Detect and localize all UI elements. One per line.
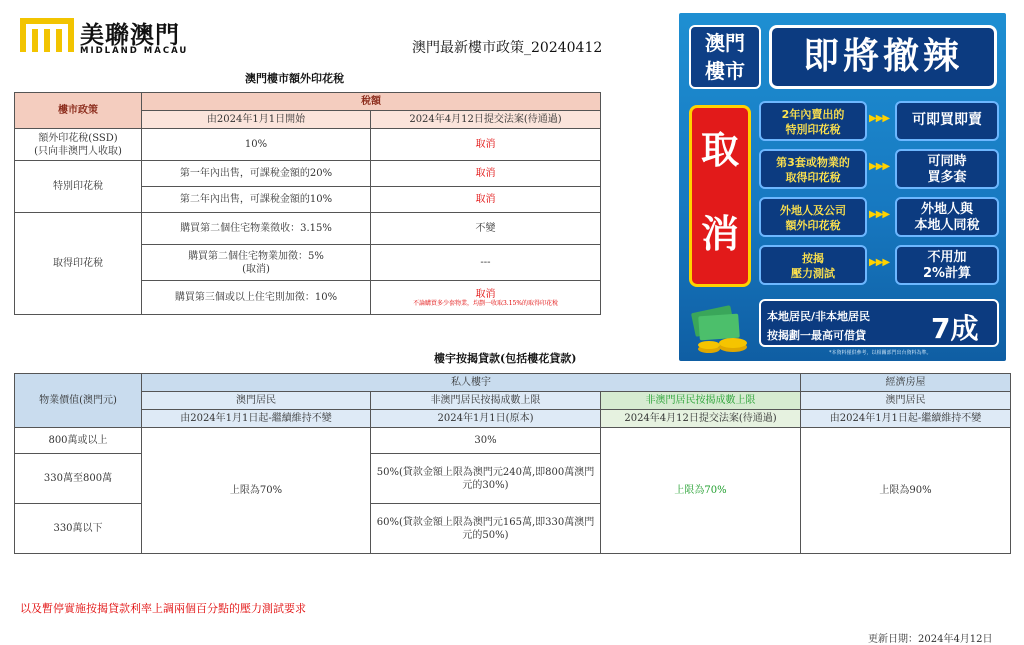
poster-row [759,101,999,141]
acq-1-bill: 不變 [371,213,601,245]
poster-footnote: *本資料僅供參考，以相關部門出台資料為準。 [829,350,932,356]
sub-non-resident-new: 2024年4月12日提交法案(待通過) [601,410,801,428]
poster-row-right: 可同時 買多套 [895,149,999,189]
header-macau-resident: 澳門居民 [142,392,371,410]
range-below-330: 330萬以下 [15,504,142,554]
macau-resident-cap: 上限為70% [142,428,371,554]
poster-cancel: 取 消 [689,105,751,287]
poster-row-right: 外地人與 本地人同稅 [895,197,999,237]
sub-non-resident: 2024年1月1日(原本) [371,410,601,428]
poster-row [759,197,999,237]
ssd-name: 額外印花稅(SSD) (只向非澳門人收取) [15,129,142,161]
arrow-right-icon: ▶▶▶ [869,257,890,268]
acq-3-bill-cell [371,281,601,315]
acq-2-bill: --- [371,245,601,281]
poster-row-left: 2年內賣出的 特別印花稅 [759,101,867,141]
stress-test-note: 以及暫停實施按揭貸款利率上調兩個百分點的壓力測試要求 [20,602,306,615]
mortgage-table [14,373,1011,554]
logo-chinese: 美聯澳門 [80,21,180,49]
acq-2-from: 購買第二個住宅物業加徵：5% (取消) [142,245,371,281]
acq-1-from: 購買第二個住宅物業徵收：3.15% [142,213,371,245]
poster-macau-market: 澳門 樓市 [689,25,761,89]
special-1-from: 第一年內出售，可課稅金額的20% [142,161,371,187]
sub-macau-resident: 由2024年1月1日起-繼續維持不變 [142,410,371,428]
poster-bottom-box [759,299,999,347]
poster-row [759,245,999,285]
poster-row-left: 外地人及公司 額外印花稅 [759,197,867,237]
header-tax: 稅額 [142,93,601,111]
special-1-bill: 取消 [371,161,601,187]
arrow-right-icon: ▶▶▶ [869,161,890,172]
money-coins-icon [689,303,753,355]
ssd-bill: 取消 [371,129,601,161]
logo-english: MIDLAND MACAU [80,46,189,56]
poster-bottom-ratio: 7成 [931,312,979,345]
arrow-right-icon: ▶▶▶ [869,113,890,124]
non-resident-800-above: 30% [371,428,601,454]
stamp-duty-table [14,92,601,315]
stamp-duty-title: 澳門樓市額外印花稅 [245,72,344,85]
non-resident-new-cap: 上限為70% [601,428,801,554]
acq-3-bill: 取消 [475,288,496,300]
header-property-value: 物業價值(澳門元) [15,374,142,428]
range-330-800: 330萬至800萬 [15,454,142,504]
acq-3-note: 不論購買多少套物業，均劃一收取3.15%的取得印花稅 [412,299,559,307]
non-resident-330-800: 50%(貸款金額上限為澳門元240萬,即800萬澳門元的30%) [371,454,601,504]
update-date: 更新日期：2024年4月12日 [868,634,993,645]
policy-poster [679,13,1006,361]
header-bill-20240412: 2024年4月12日提交法案(待通過) [371,111,601,129]
header-econ-resident: 澳門居民 [801,392,1011,410]
header-non-resident: 非澳門居民按揭成數上限 [371,392,601,410]
header-policy: 樓市政策 [15,93,142,129]
header-non-resident-new: 非澳門居民按揭成數上限 [601,392,801,410]
poster-row-left: 按揭 壓力測試 [759,245,867,285]
special-2-from: 第二年內出售，可課稅金額的10% [142,187,371,213]
range-800-above: 800萬或以上 [15,428,142,454]
poster-bottom-line1: 本地居民/非本地居民 [767,310,871,323]
header-economic: 經濟房屋 [801,374,1011,392]
midland-logo [20,14,190,58]
acquisition-stamp-name: 取得印花稅 [15,213,142,315]
poster-bottom-line2: 按揭劃一最高可借貸 [767,329,866,342]
poster-row-right: 可即買即賣 [895,101,999,141]
sub-econ-resident: 由2024年1月1日起-繼續維持不變 [801,410,1011,428]
acq-3-from: 購買第三個或以上住宅則加徵：10% [142,281,371,315]
header-private: 私人樓宇 [142,374,801,392]
arrow-right-icon: ▶▶▶ [869,209,890,220]
non-resident-below-330: 60%(貸款金額上限為澳門元165萬,即330萬澳門元的50%) [371,504,601,554]
special-2-bill: 取消 [371,187,601,213]
ssd-from: 10% [142,129,371,161]
poster-row [759,149,999,189]
header-from-2024: 由2024年1月1日開始 [142,111,371,129]
mortgage-title: 樓宇按揭貸款(包括樓花貸款) [434,352,577,365]
document-title: 澳門最新樓市政策_20240412 [412,40,603,56]
econ-resident-cap: 上限為90% [801,428,1011,554]
poster-row-right: 不用加 2%計算 [895,245,999,285]
special-stamp-name: 特別印花稅 [15,161,142,213]
midland-logo-icon [20,18,74,52]
poster-headline: 即將撤辣 [769,25,997,89]
poster-row-left: 第3套或物業的 取得印花稅 [759,149,867,189]
